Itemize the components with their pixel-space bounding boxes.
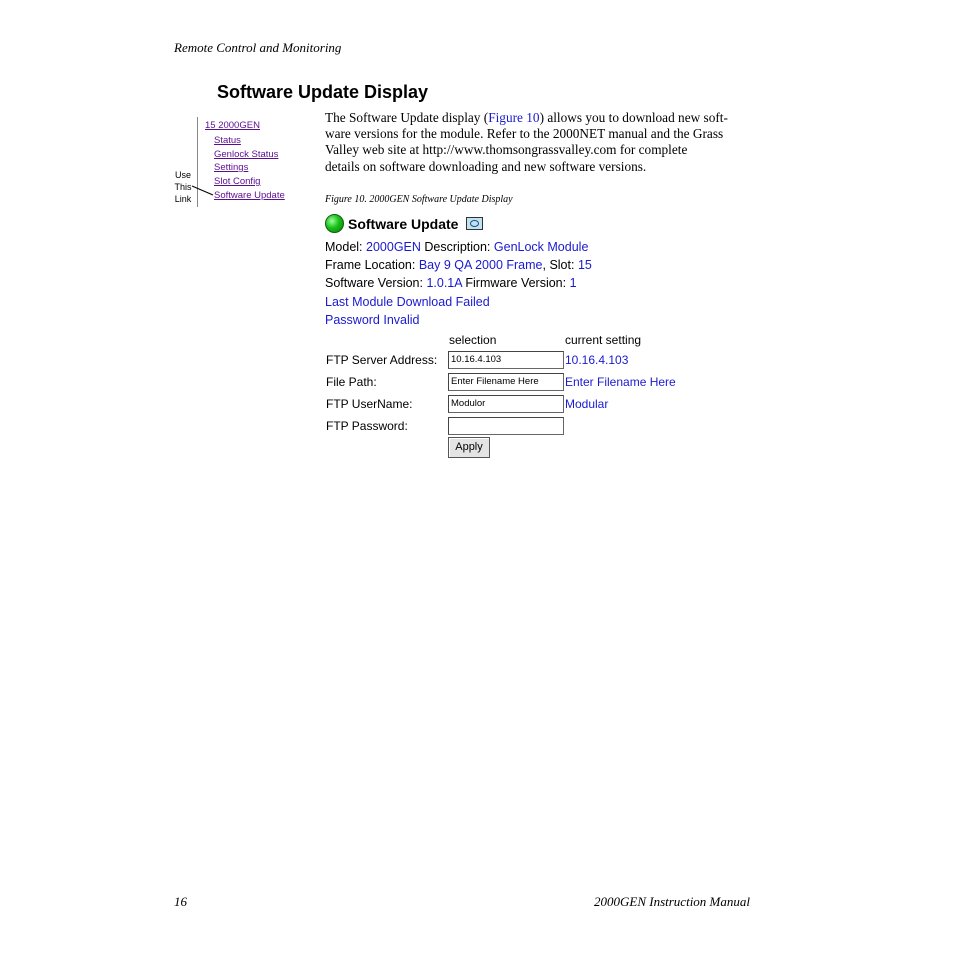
panel-title-bar	[325, 214, 483, 233]
intro-line-4: details on software downloading and new software versions.	[325, 158, 647, 174]
panel-title: Software Update	[348, 215, 459, 232]
apply-button[interactable]: Apply	[448, 437, 490, 458]
slot-label: , Slot:	[542, 258, 575, 272]
status-led-icon	[325, 214, 344, 233]
ftp-server-current: 10.16.4.103	[565, 353, 629, 367]
ftp-server-input[interactable]: 10.16.4.103	[448, 351, 564, 369]
status-message-password: Password Invalid	[325, 313, 420, 327]
frame-label: Frame Location:	[325, 258, 416, 272]
intro-line-3: Valley web site at http://www.thomsongrassvalley.com for complete	[325, 142, 688, 158]
nav-item-genlock-status[interactable]: Genlock Status	[214, 149, 279, 160]
ftp-username-current: Modular	[565, 397, 609, 411]
software-version-value: 1.0.1A	[426, 276, 462, 290]
version-row	[325, 276, 577, 290]
description-value: GenLock Module	[493, 240, 589, 254]
figure-caption: Figure 10. 2000GEN Software Update Display	[325, 194, 513, 205]
ftp-username-label: FTP UserName:	[326, 397, 413, 411]
manual-title: 2000GEN Instruction Manual	[594, 894, 750, 909]
ftp-password-label: FTP Password:	[326, 419, 408, 433]
callout-line-2: This	[174, 182, 192, 192]
column-header-current: current setting	[565, 333, 642, 347]
model-value: 2000GEN	[366, 240, 421, 254]
status-message-download: Last Module Download Failed	[325, 295, 490, 309]
callout-line-3: Link	[174, 194, 192, 204]
model-label: Model:	[325, 240, 363, 254]
callout-arrow	[190, 184, 216, 198]
intro-text: The Software Update display (	[325, 110, 489, 125]
column-header-selection: selection	[449, 333, 497, 347]
refresh-icon[interactable]	[466, 217, 483, 230]
nav-item-settings[interactable]: Settings	[214, 162, 249, 173]
nav-item-software-update[interactable]: Software Update	[214, 190, 285, 201]
file-path-input[interactable]: Enter Filename Here	[448, 373, 564, 391]
intro-paragraph	[325, 110, 765, 175]
ftp-server-label: FTP Server Address:	[326, 353, 438, 367]
nav-item-status[interactable]: Status	[214, 135, 241, 146]
frame-value[interactable]: Bay 9 QA 2000 Frame	[418, 258, 543, 272]
description-label: Description:	[424, 240, 491, 254]
file-path-current: Enter Filename Here	[565, 375, 676, 389]
ftp-username-input[interactable]: Modulor	[448, 395, 564, 413]
intro-text-cont: ) allows you to download new soft-	[539, 110, 728, 125]
nav-item-module[interactable]: 15 2000GEN	[205, 120, 260, 131]
ftp-password-input[interactable]	[448, 417, 564, 435]
firmware-version-value: 1	[569, 276, 577, 290]
running-header: Remote Control and Monitoring	[174, 40, 342, 55]
callout-line-1: Use	[174, 170, 191, 180]
software-version-label: Software Version:	[325, 276, 423, 290]
firmware-version-label: Firmware Version:	[465, 276, 567, 290]
model-row	[325, 240, 588, 254]
page-number: 16	[174, 894, 187, 909]
nav-item-slot-config[interactable]: Slot Config	[214, 176, 261, 187]
slot-value: 15	[577, 258, 592, 272]
figure-link[interactable]: Figure 10	[488, 110, 540, 125]
intro-line-2: ware versions for the module. Refer to the 2000NET manual and the Grass	[325, 126, 724, 142]
file-path-label: File Path:	[326, 375, 377, 389]
section-title: Software Update Display	[217, 82, 429, 102]
frame-row	[325, 258, 592, 272]
